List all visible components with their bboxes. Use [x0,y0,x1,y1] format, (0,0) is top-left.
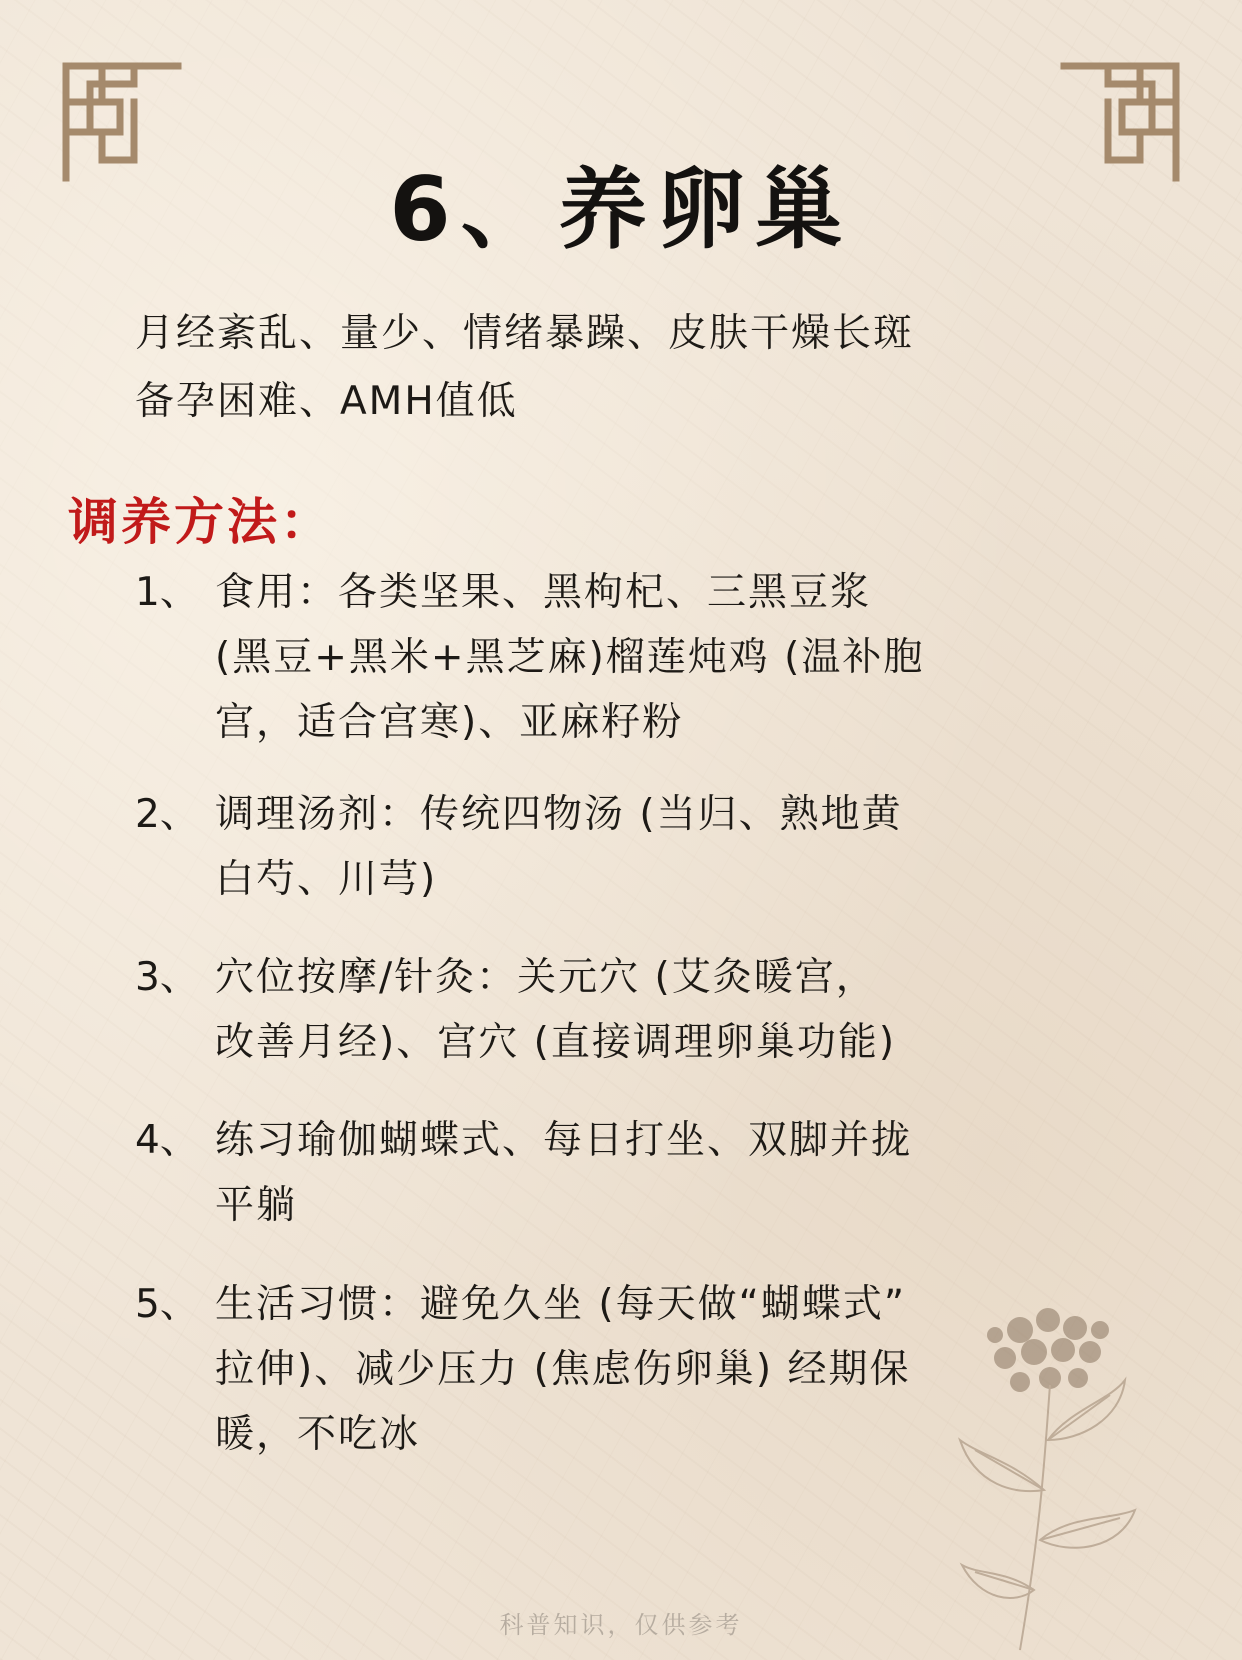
item-number: 3、 [135,955,199,1000]
item-text [215,945,1135,1075]
list-item [135,560,1135,755]
item-line: 暖，不吃冰 [215,1412,421,1457]
list-item [135,945,1135,1075]
item-line: 调理汤剂：传统四物汤 (当归、熟地黄 [215,792,903,837]
item-text [215,1108,1135,1238]
item-line: 食用：各类坚果、黑枸杞、三黑豆浆 [215,570,872,615]
item-line: 生活习惯：避免久坐 (每天做“蝴蝶式” [215,1282,907,1327]
item-line: 平躺 [215,1183,298,1228]
item-line: 宫，适合宫寒)、亚麻籽粉 [215,700,684,745]
item-line: 穴位按摩/针灸：关元穴 (艾灸暖宫， [215,955,877,1000]
item-number: 5、 [135,1282,199,1327]
item-line: (黑豆+黑米+黑芝麻)榴莲炖鸡 (温补胞 [215,635,925,680]
item-line: 白芍、川芎) [215,857,438,902]
item-text [215,782,1135,912]
intro-line: 备孕困难、AMH值低 [135,379,518,424]
item-number: 1、 [135,570,199,615]
item-number: 2、 [135,792,199,837]
footer-disclaimer: 科普知识，仅供参考 [499,1611,743,1639]
intro-symptoms [135,300,1185,436]
intro-line: 月经紊乱、量少、情绪暴躁、皮肤干燥长斑 [135,311,915,356]
page-title: 6、养卵巢 [389,158,853,261]
item-line: 拉伸)、减少压力 (焦虑伤卵巢) 经期保 [215,1347,911,1392]
list-item [135,1108,1135,1238]
list-item [135,782,1135,912]
item-text [215,560,1135,755]
section-heading: 调养方法： [68,493,333,551]
item-line: 练习瑜伽蝴蝶式、每日打坐、双脚并拢 [215,1118,913,1163]
item-number: 4、 [135,1118,199,1163]
item-line: 改善月经)、宫穴 (直接调理卵巢功能) [215,1020,897,1065]
